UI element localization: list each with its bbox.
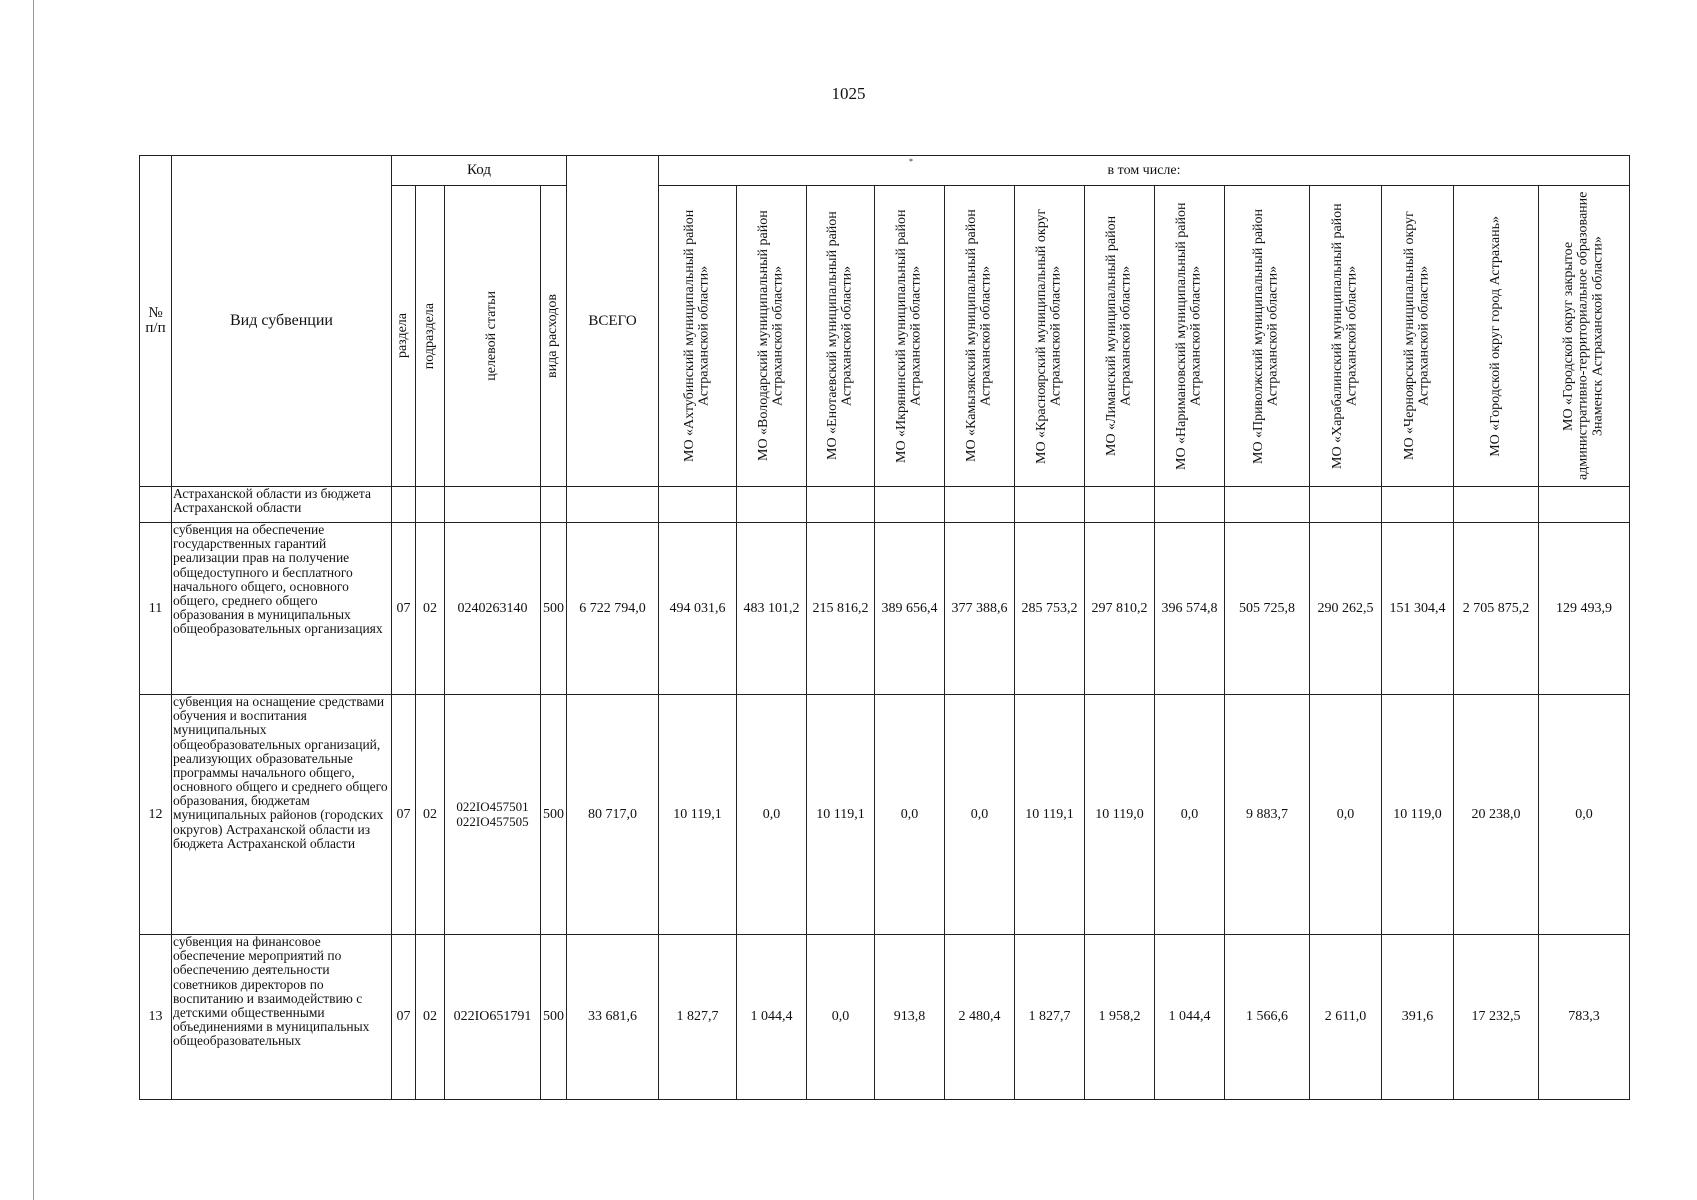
podrazdel-cell: 02 [416, 935, 445, 1100]
municipality-header: МО «Черноярский муниципальный округ Астраханской области» [1382, 186, 1454, 487]
value-cell: 17 232,5 [1454, 935, 1539, 1100]
vid-header: вида расходов [541, 186, 567, 487]
vid-cell: 500 [541, 523, 567, 695]
podrazdel-header: подраздела [416, 186, 445, 487]
page-number: 1025 [831, 84, 866, 103]
value-cell: 10 119,1 [659, 695, 737, 935]
value-cell: 1 827,7 [659, 935, 737, 1100]
value-cell: 0,0 [737, 695, 807, 935]
razdel-cell: 07 [392, 523, 416, 695]
municipality-header: МО «Икрянинский муниципальный район Астраханской области» [875, 186, 945, 487]
subvention-name: субвенция на обеспечение государственных гарантий реализации прав на получение общедоступного и бесплатного начального общего, основного общего, среднего общего образования в муниципальных общеобразовательных организациях [172, 523, 392, 695]
value-cell: 783,3 [1539, 935, 1630, 1100]
municipality-header: МО «Володарский муниципальный район Астраханской области» [737, 186, 807, 487]
value-cell: 215 816,2 [807, 523, 875, 695]
including-label: в том числе: [1107, 162, 1181, 178]
header-row-1 [140, 156, 1630, 186]
municipality-header: МО «Городской округ город Астрахань» [1454, 186, 1539, 487]
table-row [140, 523, 1630, 695]
value-cell: 391,6 [1382, 935, 1454, 1100]
podrazdel-cell: 02 [416, 695, 445, 935]
type-header: Вид субвенции [172, 156, 392, 487]
vid-cell: 500 [541, 695, 567, 935]
municipality-header: МО «Городской округ закрытое административно-территориальное образование Знаменск Астраханской области» [1539, 186, 1630, 487]
municipality-header: МО «Ахтубинский муниципальный район Астраханской области» [659, 186, 737, 487]
municipality-header: МО «Енотаевский муниципальный район Астраханской области» [807, 186, 875, 487]
podrazdel-cell: 02 [416, 523, 445, 695]
total-header: ВСЕГО [567, 156, 659, 487]
value-cell: 290 262,5 [1310, 523, 1382, 695]
value-cell: 151 304,4 [1382, 523, 1454, 695]
value-cell: 285 753,2 [1015, 523, 1085, 695]
value-cell: 1 044,4 [1155, 935, 1225, 1100]
value-cell: 10 119,1 [1015, 695, 1085, 935]
target-cell: 022IO457501 022IO457505 [445, 695, 541, 935]
value-cell: 0,0 [1155, 695, 1225, 935]
total-cell: 6 722 794,0 [567, 523, 659, 695]
target-cell: 022IO651791 [445, 935, 541, 1100]
value-cell: 377 388,6 [945, 523, 1015, 695]
value-cell: 1 566,6 [1225, 935, 1310, 1100]
row-number: 11 [140, 523, 172, 695]
code-header: Код [392, 156, 567, 186]
value-cell: 10 119,1 [807, 695, 875, 935]
municipality-header: МО «Красноярский муниципальный округ Астраханской области» [1015, 186, 1085, 487]
value-cell: 0,0 [807, 935, 875, 1100]
value-cell: 297 810,2 [1085, 523, 1155, 695]
vid-cell: 500 [541, 935, 567, 1100]
page-left-rule [33, 0, 34, 1200]
value-cell: 0,0 [945, 695, 1015, 935]
value-cell: 1 044,4 [737, 935, 807, 1100]
value-cell: 2 705 875,2 [1454, 523, 1539, 695]
header-mark: * [909, 157, 914, 166]
value-cell: 1 827,7 [1015, 935, 1085, 1100]
value-cell: 20 238,0 [1454, 695, 1539, 935]
table-row [140, 935, 1630, 1100]
municipality-header: МО «Лиманский муниципальный район Астраханской области» [1085, 186, 1155, 487]
subventions-table [139, 155, 1630, 1100]
num-header: № п/п [140, 156, 172, 487]
total-cell: 33 681,6 [567, 935, 659, 1100]
continuation-text: Астраханской области из бюджета Астраханской области [172, 487, 392, 523]
table-row [140, 695, 1630, 935]
row-number: 12 [140, 695, 172, 935]
row-number: 13 [140, 935, 172, 1100]
value-cell: 129 493,9 [1539, 523, 1630, 695]
value-cell: 483 101,2 [737, 523, 807, 695]
value-cell: 2 480,4 [945, 935, 1015, 1100]
value-cell: 505 725,8 [1225, 523, 1310, 695]
razdel-cell: 07 [392, 695, 416, 935]
total-cell: 80 717,0 [567, 695, 659, 935]
value-cell: 10 119,0 [1085, 695, 1155, 935]
municipality-header: МО «Приволжский муниципальный район Астраханской области» [1225, 186, 1310, 487]
value-cell: 9 883,7 [1225, 695, 1310, 935]
razdel-cell: 07 [392, 935, 416, 1100]
subvention-name: субвенция на оснащение средствами обучения и воспитания муниципальных общеобразовательных организаций, реализующих образовательные программы начального общего, основного общего и среднего общего образования, бюджетам муниципальных районов (городских округов) Астраханской области из бюджета Астраханской области [172, 695, 392, 935]
value-cell: 389 656,4 [875, 523, 945, 695]
target-header: целевой статьи [445, 186, 541, 487]
value-cell: 0,0 [1310, 695, 1382, 935]
continuation-row [140, 487, 1630, 523]
value-cell: 2 611,0 [1310, 935, 1382, 1100]
value-cell: 494 031,6 [659, 523, 737, 695]
subvention-name: субвенция на финансовое обеспечение мероприятий по обеспечению деятельности советников директоров по воспитанию и взаимодействию с детскими общественными объединениями в муниципальных общеобразовательных [172, 935, 392, 1100]
municipality-header: МО «Наримановский муниципальный район Астраханской области» [1155, 186, 1225, 487]
target-cell: 0240263140 [445, 523, 541, 695]
value-cell: 0,0 [875, 695, 945, 935]
municipality-header: МО «Харабалинский муниципальный район Астраханской области» [1310, 186, 1382, 487]
value-cell: 10 119,0 [1382, 695, 1454, 935]
municipality-header: МО «Камызякский муниципальный район Астраханской области» [945, 186, 1015, 487]
value-cell: 1 958,2 [1085, 935, 1155, 1100]
value-cell: 396 574,8 [1155, 523, 1225, 695]
value-cell: 913,8 [875, 935, 945, 1100]
razdel-header: раздела [392, 186, 416, 487]
value-cell: 0,0 [1539, 695, 1630, 935]
including-header [659, 156, 1630, 186]
